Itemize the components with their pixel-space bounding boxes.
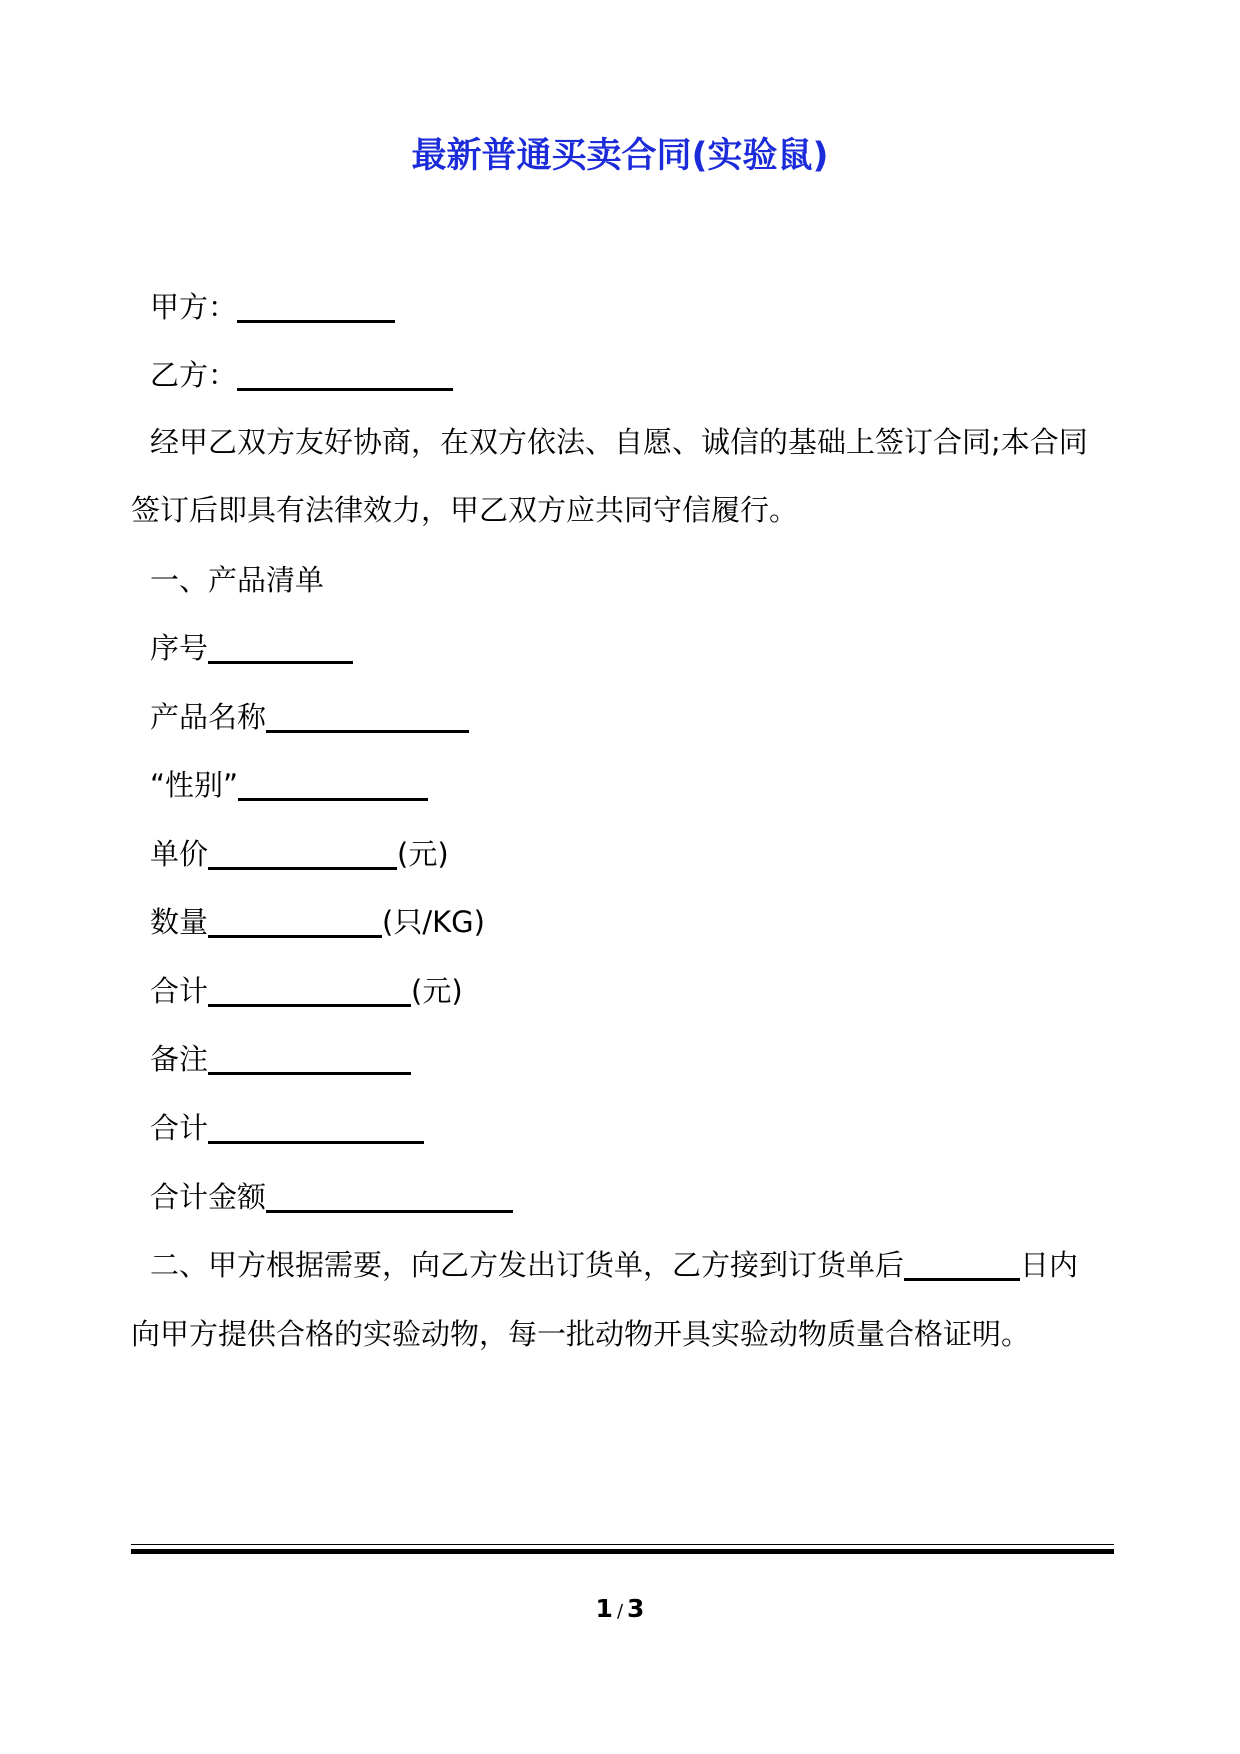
- party-a-label: 甲方：: [150, 290, 238, 324]
- total-amount-label: 合计金额: [150, 1180, 267, 1214]
- delivery-days-blank: [904, 1248, 1020, 1281]
- quantity-field: [150, 902, 485, 942]
- subtotal-label: 合计: [150, 974, 209, 1008]
- subtotal-unit: (元): [411, 974, 463, 1008]
- subtotal-field: [150, 971, 463, 1011]
- total-amount-field: [150, 1177, 513, 1217]
- page-separator: /: [616, 1601, 624, 1622]
- product-name-blank: [266, 700, 469, 733]
- unit-price-label: 单价: [150, 837, 209, 871]
- quantity-label: 数量: [150, 905, 209, 939]
- current-page: 1: [595, 1594, 613, 1623]
- subtotal-blank: [208, 974, 411, 1007]
- footer-rule-thick: [131, 1549, 1114, 1554]
- remarks-field: [150, 1039, 411, 1079]
- intro-paragraph-line-2: 签订后即具有法律效力，甲乙双方应共同守信履行。: [131, 493, 799, 527]
- total-blank: [208, 1111, 424, 1144]
- footer-rule-thin: [131, 1544, 1114, 1545]
- total-label: 合计: [150, 1111, 209, 1145]
- serial-label: 序号: [150, 631, 209, 665]
- section-1-heading: 一、产品清单: [150, 563, 325, 597]
- party-b-label: 乙方：: [150, 358, 238, 392]
- serial-field: [150, 628, 353, 668]
- section-2-line-1: [150, 1245, 1078, 1285]
- section-2-text-a: 二、甲方根据需要，向乙方发出订货单，乙方接到订货单后: [150, 1248, 905, 1282]
- unit-price-field: [150, 834, 449, 874]
- unit-price-blank: [208, 837, 397, 870]
- product-name-label: 产品名称: [150, 700, 267, 734]
- gender-blank: [238, 768, 428, 801]
- total-pages: 3: [627, 1594, 645, 1623]
- total-amount-blank: [266, 1180, 513, 1213]
- remarks-blank: [208, 1042, 411, 1075]
- document-title: 最新普通买卖合同(实验鼠): [411, 136, 829, 176]
- quantity-unit: (只/KG): [382, 905, 485, 939]
- intro-paragraph-line-1: 经甲乙双方友好协商，在双方依法、自愿、诚信的基础上签订合同;本合同: [150, 425, 1088, 459]
- section-2-line-2: 向甲方提供合格的实验动物，每一批动物开具实验动物质量合格证明。: [131, 1317, 1031, 1351]
- remarks-label: 备注: [150, 1042, 209, 1076]
- page-number: [0, 1594, 1240, 1623]
- party-b-line: [150, 355, 453, 395]
- party-b-blank: [237, 358, 453, 391]
- gender-label: “性别”: [150, 768, 239, 802]
- gender-field: [150, 765, 428, 805]
- total-field: [150, 1108, 424, 1148]
- product-name-field: [150, 697, 469, 737]
- party-a-line: [150, 287, 395, 327]
- unit-price-unit: (元): [397, 837, 449, 871]
- party-a-blank: [237, 290, 395, 323]
- section-2-text-b: 日内: [1020, 1248, 1079, 1282]
- serial-blank: [208, 631, 353, 664]
- quantity-blank: [208, 905, 382, 938]
